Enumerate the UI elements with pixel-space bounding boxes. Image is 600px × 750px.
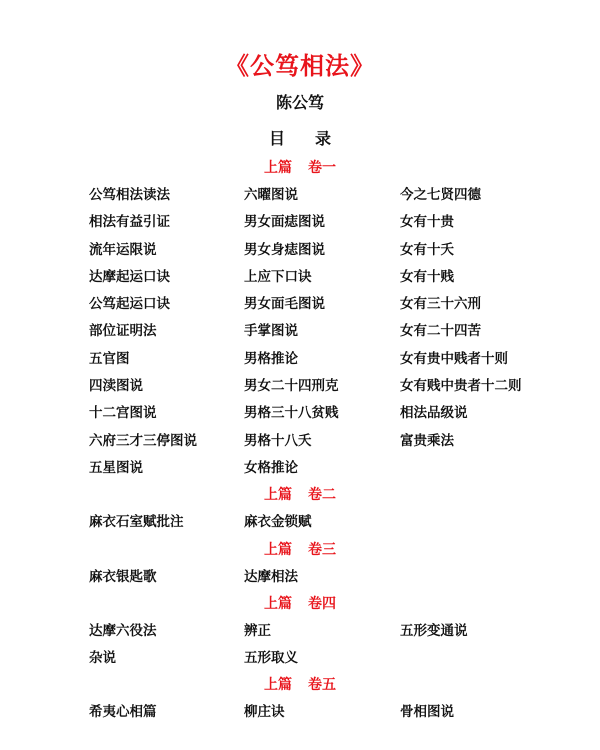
toc-entry[interactable]: 麻衣金锁赋	[244, 514, 312, 531]
toc-row	[0, 428, 600, 455]
section-volume: 卷三	[308, 541, 336, 558]
section-part: 上篇	[264, 487, 292, 504]
toc-heading	[0, 126, 600, 149]
table-of-contents	[0, 155, 600, 727]
section-part: 上篇	[264, 160, 292, 176]
toc-entry[interactable]: 女有贵中贱者十则	[400, 350, 508, 367]
toc-heading-char-1: 目	[268, 129, 285, 148]
section-heading	[0, 537, 600, 564]
toc-row	[0, 699, 600, 726]
toc-row	[0, 618, 600, 645]
toc-entry[interactable]: 公笃起运口诀	[89, 296, 170, 313]
toc-row	[0, 237, 600, 264]
toc-entry[interactable]: 四渎图说	[89, 378, 143, 395]
toc-row	[0, 346, 600, 373]
toc-entry[interactable]: 十二宫图说	[89, 405, 157, 422]
toc-entry[interactable]: 五形变通说	[400, 622, 468, 639]
toc-entry[interactable]: 公笃相法读法	[89, 187, 170, 203]
toc-entry[interactable]: 六曜图说	[244, 187, 298, 203]
section-heading	[0, 482, 600, 509]
toc-row	[0, 645, 600, 672]
section-heading	[0, 155, 600, 182]
toc-entry[interactable]: 五星图说	[89, 459, 143, 476]
toc-entry[interactable]: 男女二十四刑克	[244, 378, 339, 395]
section-part: 上篇	[264, 595, 292, 612]
toc-entry[interactable]: 柳庄诀	[244, 704, 285, 721]
toc-entry[interactable]: 男女身痣图说	[244, 241, 325, 258]
section-volume: 卷四	[308, 595, 336, 612]
section-heading	[0, 591, 600, 618]
toc-entry[interactable]: 希夷心相篇	[89, 704, 157, 721]
toc-row	[0, 264, 600, 291]
section-volume: 卷五	[308, 677, 336, 694]
section-part: 上篇	[264, 677, 292, 694]
toc-row	[0, 318, 600, 345]
book-title: 《公笃相法》	[225, 52, 375, 80]
toc-row	[0, 455, 600, 482]
toc-entry[interactable]: 女有贱中贵者十二则	[400, 378, 522, 395]
toc-row	[0, 182, 600, 209]
toc-entry[interactable]: 女有十贵	[400, 214, 454, 231]
toc-entry[interactable]: 流年运限说	[89, 241, 157, 258]
section-part: 上篇	[264, 541, 292, 558]
toc-entry[interactable]: 手掌图说	[244, 323, 298, 340]
section-volume: 卷一	[308, 160, 336, 176]
toc-entry[interactable]: 杂说	[89, 650, 116, 667]
section-heading	[0, 672, 600, 699]
toc-row	[0, 373, 600, 400]
toc-entry[interactable]: 辨正	[244, 622, 271, 639]
toc-row	[0, 509, 600, 536]
toc-entry[interactable]: 女有十夭	[400, 241, 454, 258]
toc-row	[0, 400, 600, 427]
toc-entry[interactable]: 达摩相法	[244, 568, 298, 585]
toc-entry[interactable]: 女有三十六刑	[400, 296, 481, 313]
toc-entry[interactable]: 上应下口诀	[244, 268, 312, 285]
toc-entry[interactable]: 女有二十四苦	[400, 323, 481, 340]
toc-row	[0, 209, 600, 236]
toc-entry[interactable]: 男格推论	[244, 350, 298, 367]
toc-entry[interactable]: 相法有益引证	[89, 214, 170, 231]
toc-entry[interactable]: 女有十贱	[400, 268, 454, 285]
author-name: 陈公笃	[275, 93, 324, 112]
toc-entry[interactable]: 富贵乘法	[400, 432, 454, 449]
toc-entry[interactable]: 达摩六役法	[89, 622, 157, 639]
toc-entry[interactable]: 相法品级说	[400, 405, 468, 422]
toc-row	[0, 564, 600, 591]
toc-entry[interactable]: 五形取义	[244, 650, 298, 667]
toc-entry[interactable]: 今之七贤四德	[400, 187, 481, 203]
toc-entry[interactable]: 达摩起运口诀	[89, 268, 170, 285]
toc-entry[interactable]: 女格推论	[244, 459, 298, 476]
toc-entry[interactable]: 麻衣石室赋批注	[89, 514, 184, 531]
toc-heading-char-2: 录	[315, 129, 332, 148]
toc-entry[interactable]: 男格三十八贫贱	[244, 405, 339, 422]
toc-entry[interactable]: 骨相图说	[400, 704, 454, 721]
toc-entry[interactable]: 部位证明法	[89, 323, 157, 340]
toc-entry[interactable]: 男格十八夭	[244, 432, 312, 449]
toc-row	[0, 291, 600, 318]
toc-entry[interactable]: 男女面痣图说	[244, 214, 325, 231]
section-volume: 卷二	[308, 487, 336, 504]
toc-entry[interactable]: 五官图	[89, 350, 130, 367]
toc-entry[interactable]: 六府三才三停图说	[89, 432, 197, 449]
toc-entry[interactable]: 麻衣银匙歌	[89, 568, 157, 585]
toc-entry[interactable]: 男女面毛图说	[244, 296, 325, 313]
